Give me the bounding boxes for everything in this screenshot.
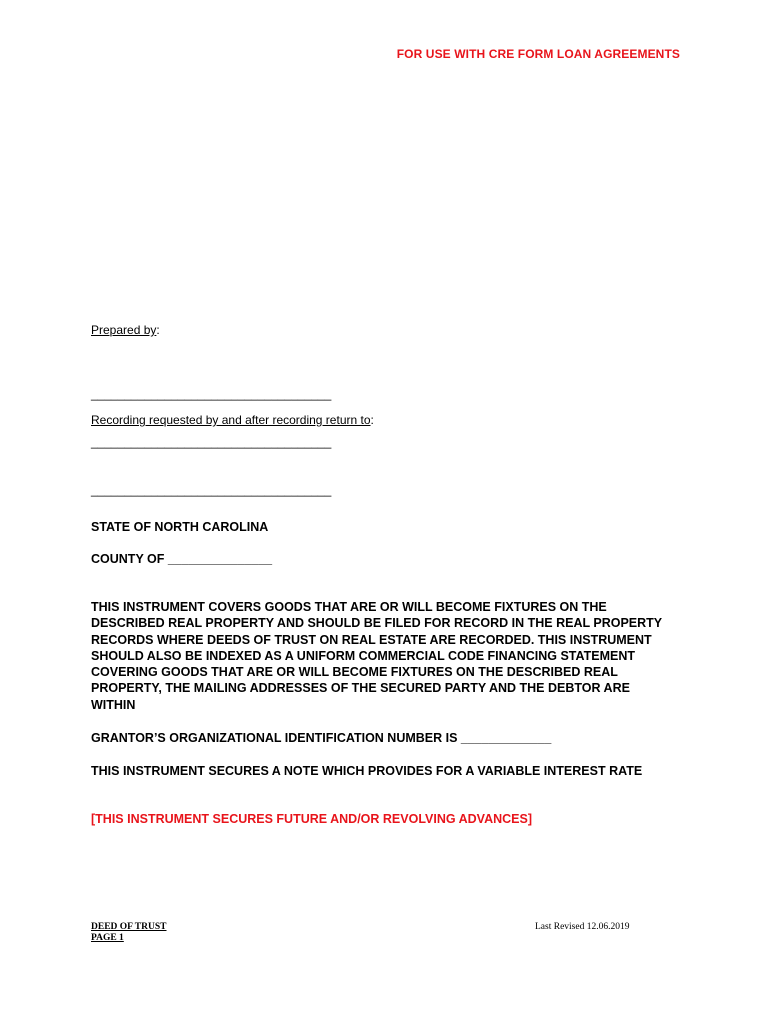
footer-doc-title: DEED OF TRUST: [91, 922, 167, 932]
grantor-id-line: GRANTOR’S ORGANIZATIONAL IDENTIFICATION NUMBER IS _____________: [91, 731, 552, 745]
footer-doc-info: [91, 922, 167, 944]
prepared-by-label: [91, 323, 160, 337]
prepared-by-blank-lines: [91, 354, 331, 514]
recording-return-label: [91, 413, 374, 427]
county-line: COUNTY OF _______________: [91, 552, 273, 566]
recording-return-colon: :: [370, 413, 374, 427]
blank-line: ____________________________________: [91, 435, 332, 449]
recording-return-text: Recording requested by and after recording return to: [91, 413, 371, 427]
variable-rate-notice: THIS INSTRUMENT SECURES A NOTE WHICH PROVIDES FOR A VARIABLE INTEREST RATE: [91, 764, 643, 778]
prepared-by-colon: :: [156, 323, 160, 337]
blank-line: ____________________________________: [91, 387, 332, 401]
blank-line: ____________________________________: [91, 483, 332, 497]
future-advances-notice: [THIS INSTRUMENT SECURES FUTURE AND/OR REVOLVING ADVANCES]: [91, 812, 532, 826]
form-usage-note: FOR USE WITH CRE FORM LOAN AGREEMENTS: [396, 47, 680, 61]
footer-page-number: PAGE 1: [91, 933, 124, 943]
fixtures-notice-paragraph: THIS INSTRUMENT COVERS GOODS THAT ARE OR WILL BECOME FIXTURES ON THE DESCRIBED REAL PROPERTY AND SHOULD BE FILED FOR RECORD IN THE REAL PROPERTY RECORDS WHERE DEEDS OF TRUST ON REAL ESTATE ARE RECORDED. THIS INSTRUMENT SHOULD ALSO BE INDEXED AS A UNIFORM COMMERCIAL CODE FINANCING STATEMENT COVERING GOODS THAT ARE OR WILL BECOME FIXTURES ON THE DESCRIBED REAL PROPERTY, THE MAILING ADDRESSES OF THE SECURED PARTY AND THE DEBTOR ARE WITHIN: [91, 600, 662, 712]
prepared-by-text: Prepared by: [91, 323, 157, 337]
footer-last-revised: Last Revised 12.06.2019: [535, 922, 630, 932]
state-heading: STATE OF NORTH CAROLINA: [91, 520, 269, 534]
